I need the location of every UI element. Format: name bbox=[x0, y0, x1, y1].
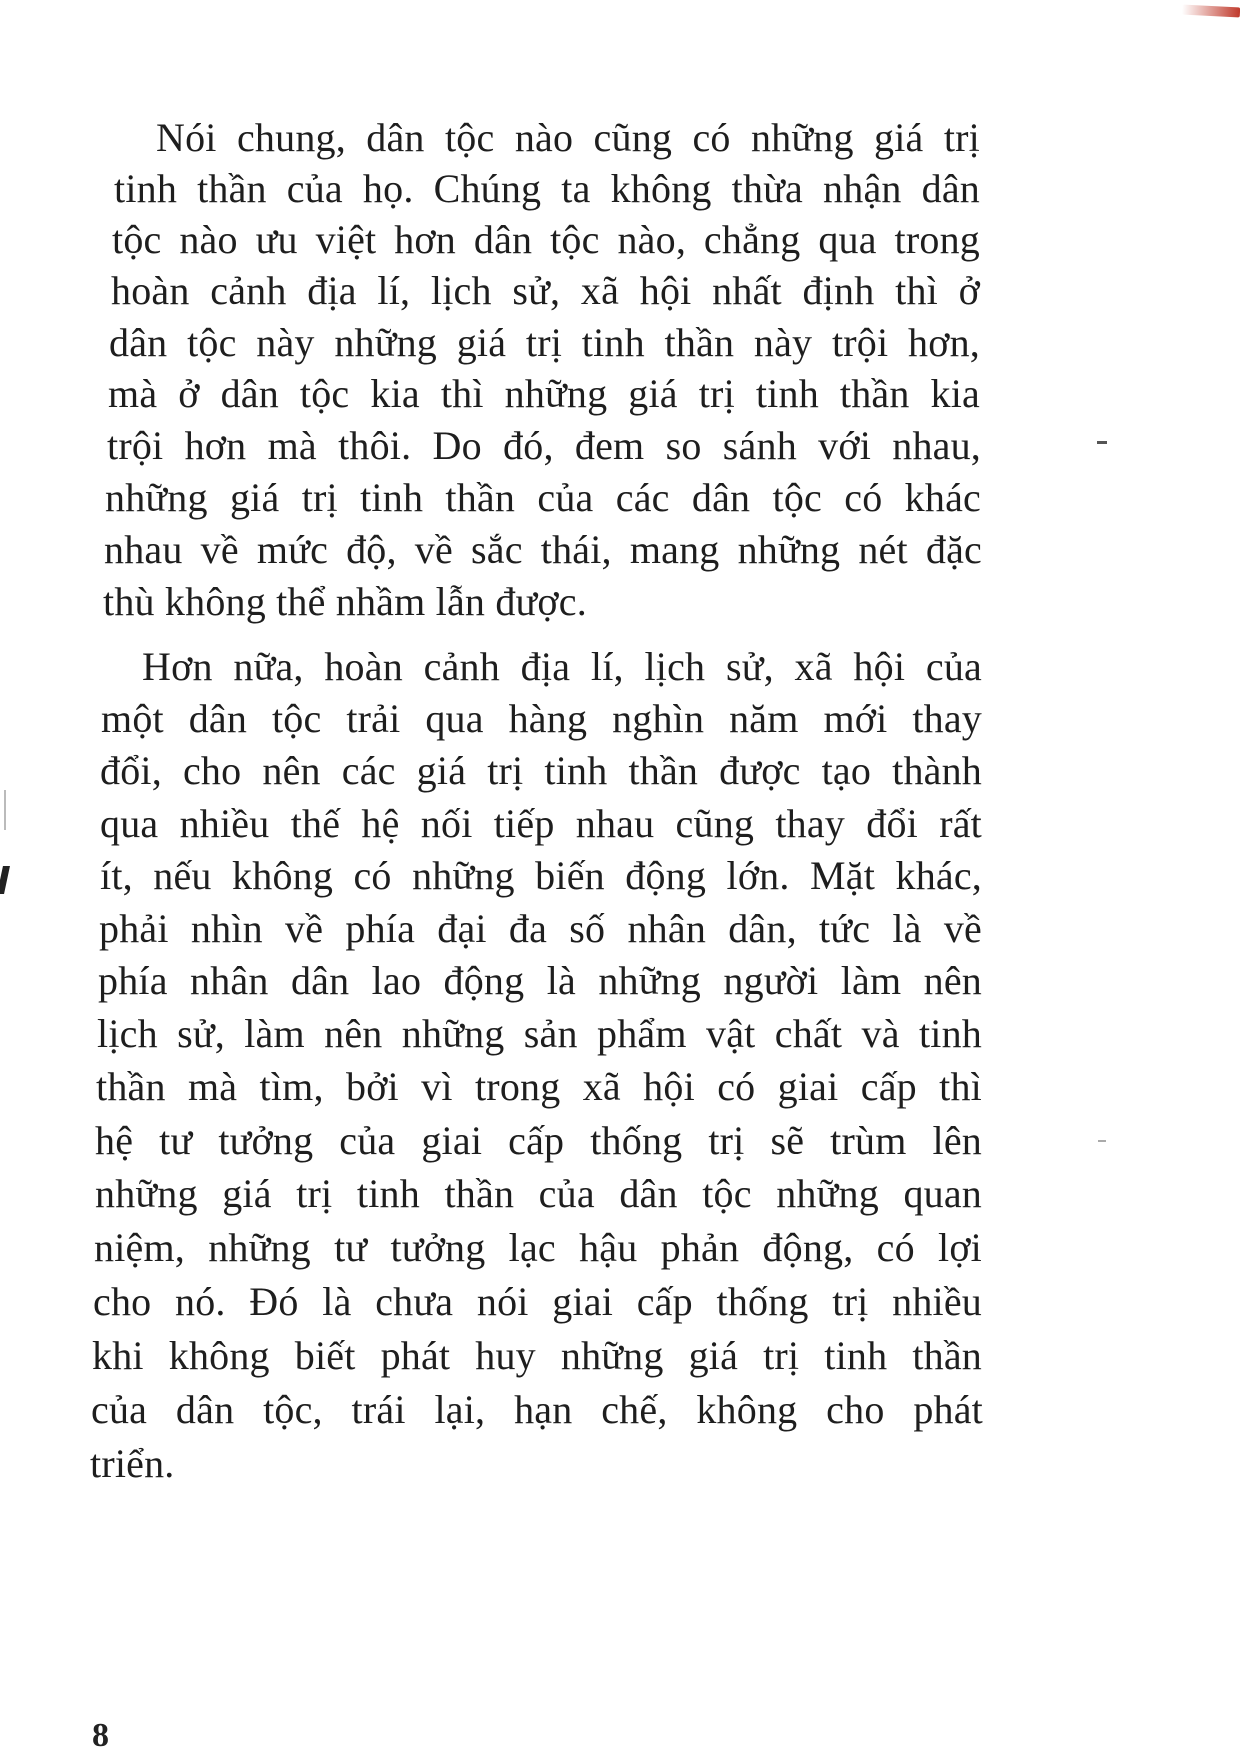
text-line: lịch sử, làm nên những sản phẩm vật chất và tinh bbox=[97, 1011, 982, 1056]
text-line: dân tộc này những giá trị tinh thần này trội hơn, bbox=[109, 320, 980, 365]
text-line: Nói chung, dân tộc nào cũng có những giá trị bbox=[156, 115, 980, 160]
text-line: tinh thần của họ. Chúng ta không thừa nhận dân bbox=[114, 166, 980, 211]
text-line: phía nhân dân lao động là những người làm nên bbox=[98, 958, 982, 1003]
text-line: hệ tư tưởng của giai cấp thống trị sẽ trùm lên bbox=[95, 1118, 982, 1163]
scan-speck bbox=[1098, 1140, 1106, 1142]
text-line: niệm, những tư tưởng lạc hậu phản động, có lợi bbox=[94, 1225, 982, 1270]
scan-speck bbox=[4, 790, 6, 830]
text-line: qua nhiều thế hệ nối tiếp nhau cũng thay đổi rất bbox=[100, 801, 982, 846]
text-line: đổi, cho nên các giá trị tinh thần được tạo thành bbox=[100, 748, 982, 793]
text-line: ít, nếu không có những biến động lớn. Mặt khác, bbox=[100, 853, 982, 898]
scan-speck bbox=[1097, 441, 1107, 444]
text-line: những giá trị tinh thần của dân tộc những quan bbox=[95, 1171, 982, 1216]
text-line: phải nhìn về phía đại đa số nhân dân, tức là về bbox=[99, 906, 982, 951]
text-line: những giá trị tinh thần của các dân tộc có khác bbox=[105, 475, 981, 520]
text-line: một dân tộc trải qua hàng nghìn năm mới thay bbox=[101, 696, 982, 741]
text-line: hoàn cảnh địa lí, lịch sử, xã hội nhất định thì ở bbox=[111, 268, 980, 313]
text-line: triển. bbox=[90, 1441, 175, 1486]
text-line: thần mà tìm, bởi vì trong xã hội có giai cấp thì bbox=[96, 1064, 982, 1109]
page-number: 8 bbox=[92, 1717, 109, 1754]
text-line: mà ở dân tộc kia thì những giá trị tinh thần kia bbox=[108, 371, 980, 416]
text-line: của dân tộc, trái lại, hạn chế, không cho phát bbox=[91, 1387, 983, 1432]
text-line: tộc nào ưu việt hơn dân tộc nào, chẳng qua trong bbox=[112, 217, 980, 262]
text-line: trội hơn mà thôi. Do đó, đem so sánh với nhau, bbox=[107, 423, 981, 468]
text-line: Hơn nữa, hoàn cảnh địa lí, lịch sử, xã hội của bbox=[142, 644, 982, 689]
text-line: khi không biết phát huy những giá trị tinh thần bbox=[92, 1333, 982, 1378]
text-line: nhau về mức độ, về sắc thái, mang những nét đặc bbox=[104, 527, 982, 572]
text-line: cho nó. Đó là chưa nói giai cấp thống trị nhiều bbox=[93, 1279, 982, 1324]
text-line: thù không thể nhầm lẫn được. bbox=[103, 579, 587, 624]
